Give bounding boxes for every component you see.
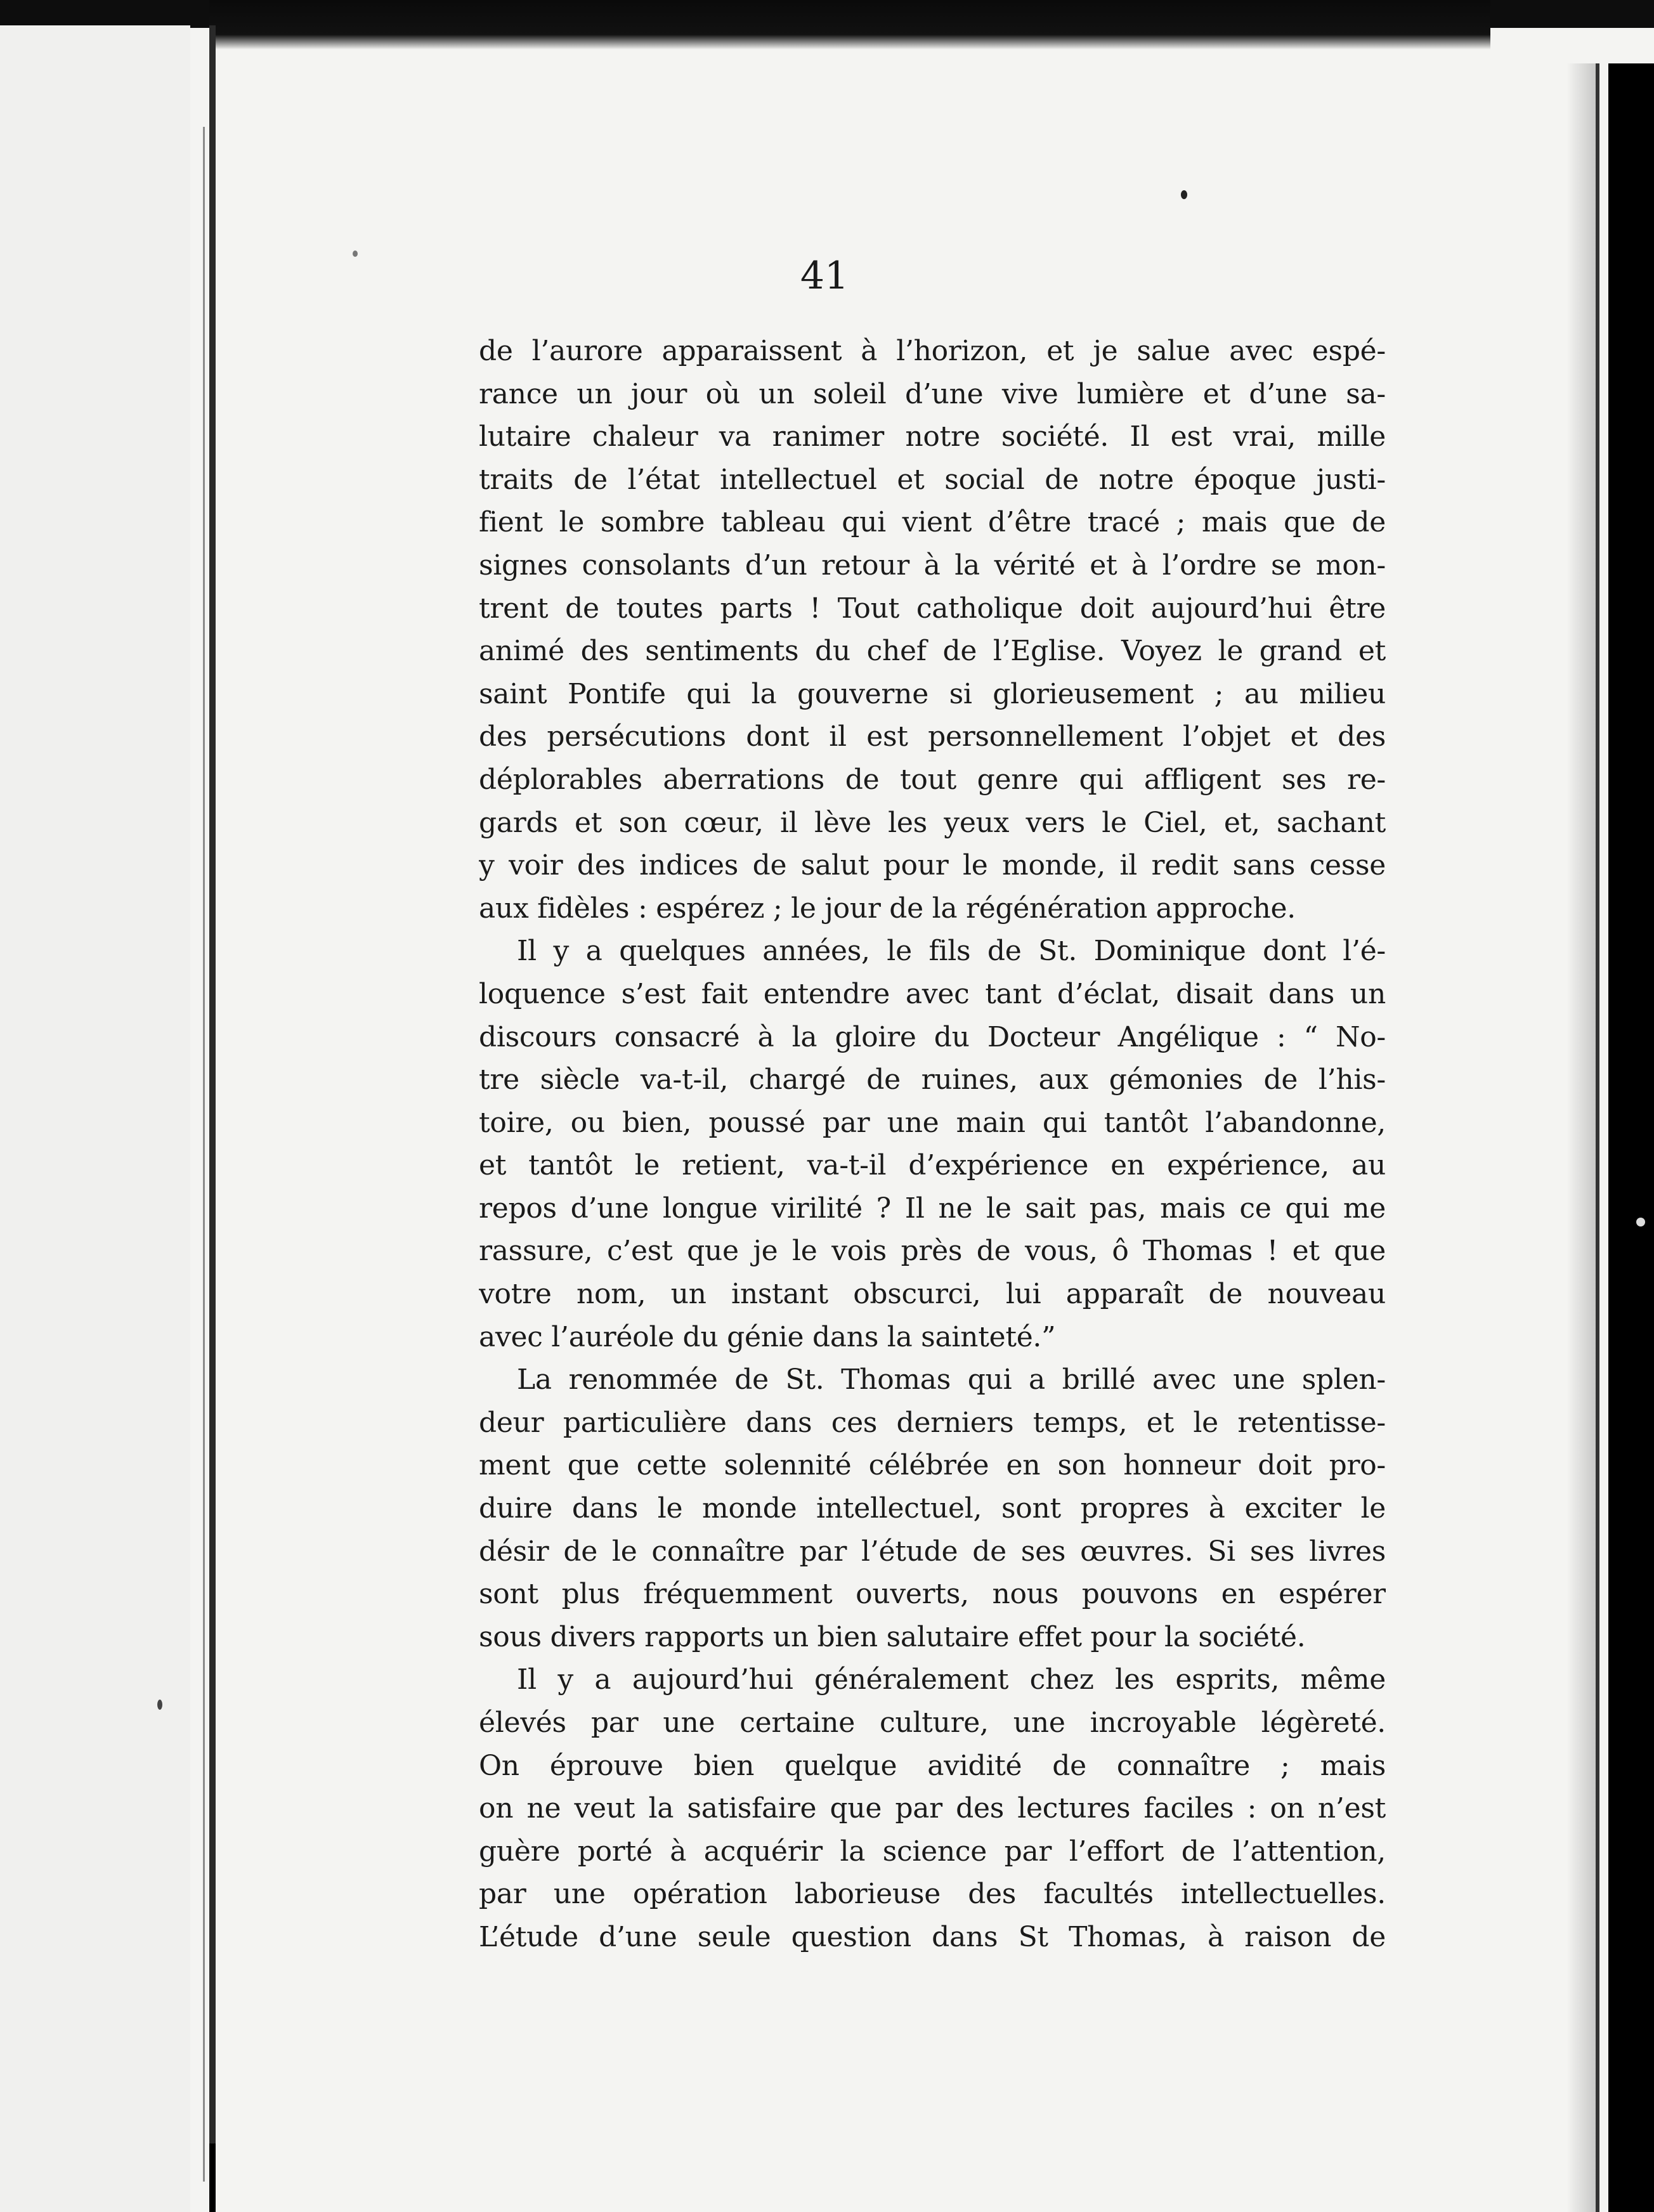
text-line: ment que cette solennité célébrée en son honneur doit pro- [479, 1449, 1386, 1482]
text-line: loquence s’est fait entendre avec tant d’éclat, disait dans un [479, 977, 1386, 1010]
text-line: on ne veut la satisfaire que par des lectures faciles : on n’est [479, 1792, 1386, 1825]
body-text [479, 330, 1386, 1959]
text-line: sont plus fréquemment ouverts, nous pouvons en espérer [479, 1578, 1386, 1611]
text-line: guère porté à acquérir la science par l’effort de l’attention, [479, 1835, 1386, 1868]
text-line: et tantôt le retient, va-t-il d’expérience en expérience, au [479, 1149, 1386, 1182]
text-line: trent de toutes parts ! Tout catholique doit aujourd’hui être [479, 592, 1386, 625]
text-line: Il y a aujourd’hui généralement chez les esprits, même [517, 1663, 1386, 1696]
right-edge-shadow [1566, 63, 1596, 2212]
text-line: saint Pontife qui la gouverne si glorieusement ; au milieu [479, 677, 1386, 710]
text-line: avec l’auréole du génie dans la sainteté.” [479, 1320, 1056, 1353]
text-line: fient le sombre tableau qui vient d’être tracé ; mais que de [479, 506, 1386, 539]
text-line: déplorables aberrations de tout genre qui affligent ses re- [479, 763, 1386, 796]
text-line: traits de l’état intellectuel et social de notre époque justi- [479, 463, 1386, 496]
text-line: rassure, c’est que je le vois près de vous, ô Thomas ! et que [479, 1235, 1386, 1268]
facing-page-edge [0, 25, 190, 2212]
text-line: élevés par une certaine culture, une incroyable légèreté. [479, 1707, 1386, 1739]
text-line: par une opération laborieuse des facultés intellectuelles. [479, 1878, 1386, 1911]
text-line: discours consacré à la gloire du Docteur Angélique : “ No- [479, 1020, 1386, 1053]
scan-right-border [1608, 63, 1654, 2212]
text-line: rance un jour où un soleil d’une vive lumière et d’une sa- [479, 377, 1386, 410]
text-line: tre siècle va-t-il, chargé de ruines, aux gémonies de l’his- [479, 1064, 1386, 1096]
text-line: des persécutions dont il est personnellement l’objet et des [479, 720, 1386, 753]
dust-speck [353, 250, 358, 257]
dust-speck [1181, 190, 1187, 199]
text-line: votre nom, un instant obscurci, lui apparaît de nouveau [479, 1278, 1386, 1311]
text-line: désir de le connaître par l’étude de ses œuvres. Si ses livres [479, 1535, 1386, 1568]
text-line: toire, ou bien, poussé par une main qui tantôt l’abandonne, [479, 1106, 1386, 1139]
right-page-edge-line [1596, 63, 1599, 2212]
text-line: La renommée de St. Thomas qui a brillé avec une splen- [517, 1363, 1386, 1396]
dust-speck [1636, 1218, 1645, 1226]
text-line: L’étude d’une seule question dans St Thomas, à raison de [479, 1920, 1386, 1953]
text-line: lutaire chaleur va ranimer notre société. Il est vrai, mille [479, 420, 1386, 453]
text-line: repos d’une longue virilité ? Il ne le sait pas, mais ce qui me [479, 1192, 1386, 1225]
gutter-shadow [203, 127, 205, 2182]
text-line: aux fidèles : espérez ; le jour de la régénération approche. [479, 892, 1296, 925]
text-line: gards et son cœur, il lève les yeux vers le Ciel, et, sachant [479, 806, 1386, 839]
text-line: duire dans le monde intellectuel, sont propres à exciter le [479, 1492, 1386, 1525]
text-line: deur particulière dans ces derniers temps, et le retentisse- [479, 1406, 1386, 1439]
text-line: y voir des indices de salut pour le monde, il redit sans cesse [479, 849, 1386, 882]
text-line: sous divers rapports un bien salutaire effet pour la société. [479, 1620, 1306, 1653]
text-line: signes consolants d’un retour à la vérité et à l’ordre se mon- [479, 549, 1386, 582]
page-number: 41 [800, 254, 849, 298]
text-line: On éprouve bien quelque avidité de connaître ; mais [479, 1749, 1386, 1782]
gutter-bottom-shadow [209, 2144, 216, 2212]
text-line: animé des sentiments du chef de l’Eglise. Voyez le grand et [479, 635, 1386, 668]
scan-top-shadow [209, 0, 1490, 49]
text-line: Il y a quelques années, le fils de St. Dominique dont l’é- [517, 935, 1386, 968]
text-line: de l’aurore apparaissent à l’horizon, et je salue avec espé- [479, 335, 1386, 367]
dust-speck [157, 1700, 162, 1710]
book-gutter [209, 25, 216, 2207]
